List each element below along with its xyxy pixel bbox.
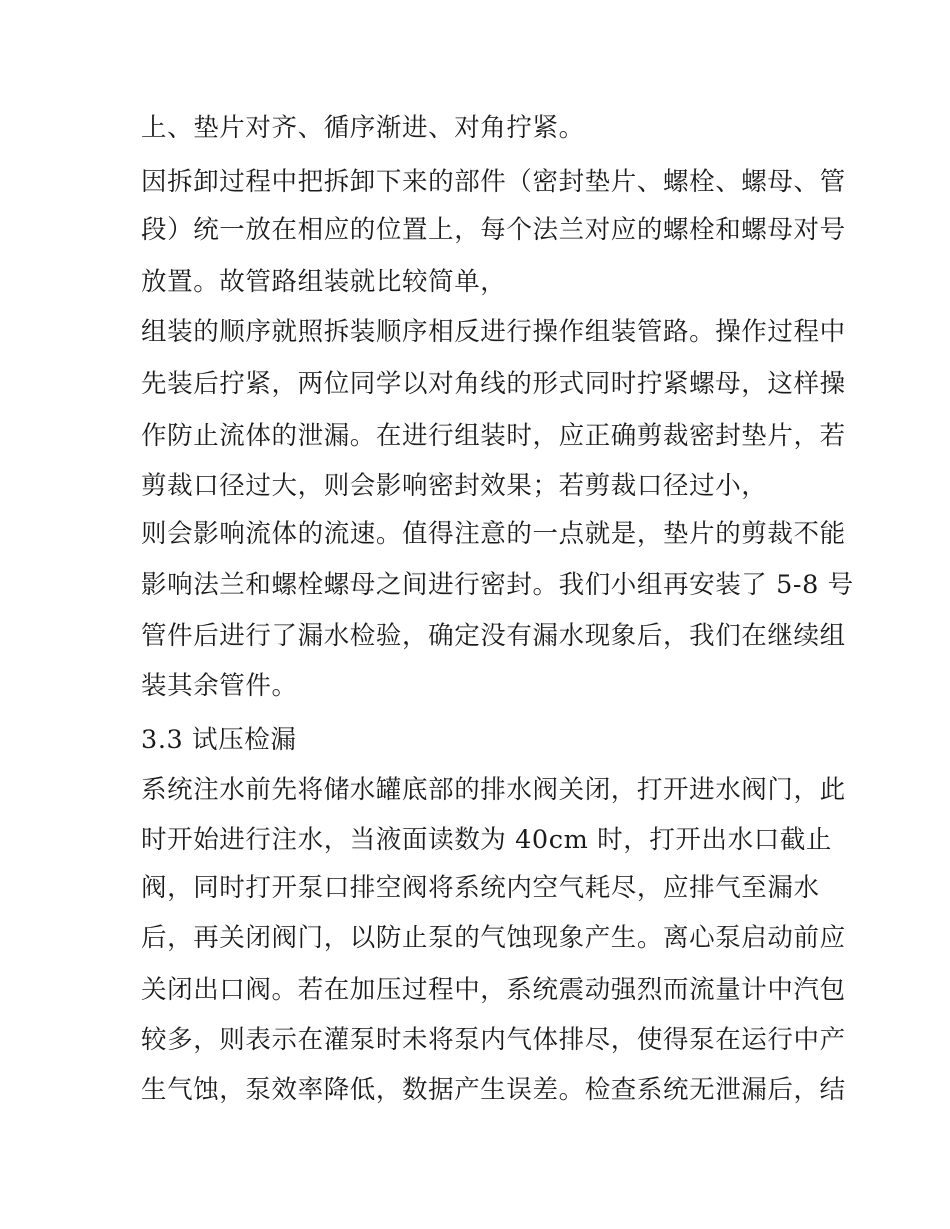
paragraph-line: 上、垫片对齐、循序渐进、对角拧紧。 [141, 113, 585, 143]
paragraph-line: 阀，同时打开泵口排空阀将系统内空气耗尽，应排气至漏水 [141, 873, 820, 903]
paragraph-line: 时开始进行注水，当液面读数为 40cm 时，打开出水口截止 [141, 825, 833, 855]
paragraph-line: 组装的顺序就照拆装顺序相反进行操作组装管路。操作过程中 [141, 317, 846, 347]
paragraph-line: 关闭出口阀。若在加压过程中，系统震动强烈而流量计中汽包 [141, 975, 846, 1005]
paragraph-line: 管件后进行了漏水检验，确定没有漏水现象后，我们在继续组 [141, 621, 846, 651]
paragraph-line: 放置。故管路组装就比较简单， [141, 267, 507, 297]
paragraph-line: 装其余管件。 [141, 671, 298, 701]
paragraph-line: 作防止流体的泄漏。在进行组装时，应正确剪裁密封垫片，若 [141, 421, 846, 451]
paragraph-line: 剪裁口径过大，则会影响密封效果；若剪裁口径过小， [141, 471, 768, 501]
paragraph-line: 后，再关闭阀门，以防止泵的气蚀现象产生。离心泵启动前应 [141, 923, 846, 953]
paragraph-line: 系统注水前先将储水罐底部的排水阀关闭，打开进水阀门，此 [141, 775, 846, 805]
paragraph-line: 因拆卸过程中把拆卸下来的部件（密封垫片、螺栓、螺母、管 [141, 167, 846, 197]
paragraph-line: 较多，则表示在灌泵时未将泵内气体排尽，使得泵在运行中产 [141, 1025, 846, 1055]
paragraph-line: 段）统一放在相应的位置上，每个法兰对应的螺栓和螺母对号 [141, 215, 846, 245]
paragraph-line: 先装后拧紧，两位同学以对角线的形式同时拧紧螺母，这样操 [141, 369, 846, 399]
section-heading: 3.3 试压检漏 [141, 725, 297, 755]
paragraph-line: 影响法兰和螺栓螺母之间进行密封。我们小组再安装了 5-8 号 [141, 570, 854, 600]
paragraph-line: 生气蚀，泵效率降低，数据产生误差。检查系统无泄漏后，结 [141, 1075, 846, 1105]
paragraph-line: 则会影响流体的流速。值得注意的一点就是，垫片的剪裁不能 [141, 519, 846, 549]
